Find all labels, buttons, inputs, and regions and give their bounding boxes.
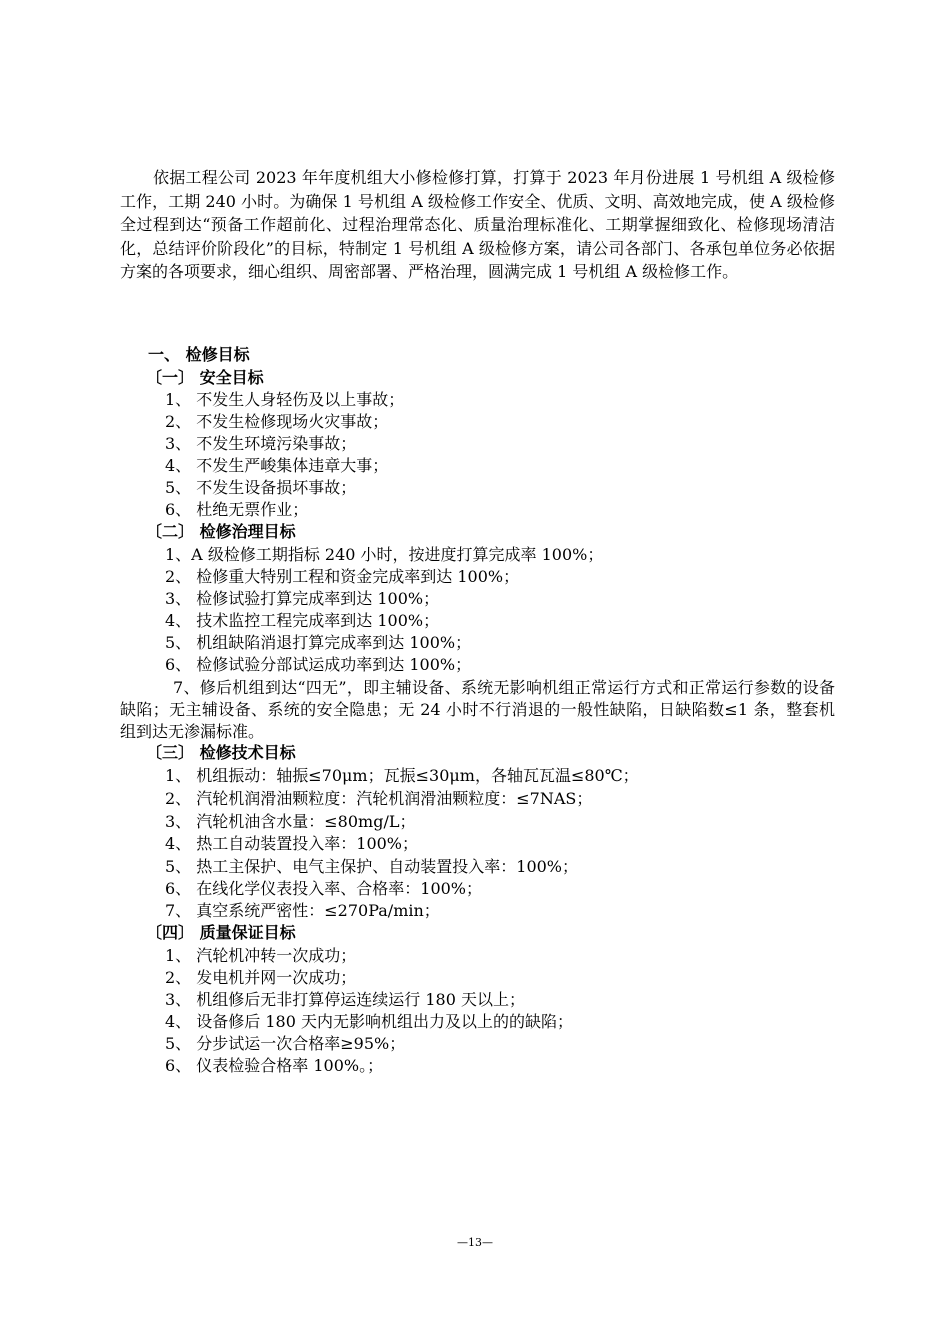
- list-item: 2、 不发生检修现场火灾事故；: [165, 412, 389, 431]
- list-item: 3、 机组修后无非打算停运连续运行 180 天以上；: [165, 990, 525, 1009]
- list-item: 5、 机组缺陷消退打算完成率到达 100%；: [165, 633, 472, 652]
- list-item: 4、 热工自动装置投入率：100%；: [165, 834, 419, 853]
- list-item: 3、 不发生环境污染事故；: [165, 434, 357, 453]
- list-item: 1、 汽轮机冲转一次成功；: [165, 946, 357, 965]
- list-item: 4、 不发生严峻集体违章大事；: [165, 456, 389, 475]
- list-item: 1、A 级检修工期指标 240 小时，按进度打算完成率 100%；: [165, 545, 604, 564]
- list-item: 2、 发电机并网一次成功；: [165, 968, 357, 987]
- subsection-heading-management: 〔二〕 检修治理目标: [146, 522, 296, 541]
- list-item: 5、 分步试运一次合格率≥95%；: [165, 1034, 406, 1053]
- intro-paragraph: 依据工程公司 2023 年年度机组大小修检修打算，打算于 2023 年月份进展 1 号机组 A 级检修工作，工期 240 小时。为确保 1 号机组 A 级检修工作安全、优质、文明、高效地完成，使 A 级检修全过程到达“预备工作超前化、过程治理常态化、质量治理标准化、工期掌握细致化、检修现场清洁化，总结评价阶段化”的目标，特制定 1 号机组 A 级检修方案，请公司各部门、各承包单位务必依据方案的各项要求，细心组织、周密部署、严格治理，圆满完成 1 号机组 A 级检修工作。: [120, 168, 835, 282]
- list-item: 6、 杜绝无票作业；: [165, 500, 309, 519]
- page-number: —13—: [457, 1236, 493, 1249]
- section-heading-targets: 一、 检修目标: [148, 345, 250, 364]
- list-item: 6、 在线化学仪表投入率、合格率：100%；: [165, 879, 483, 898]
- list-item: 7、 真空系统严密性：≤270Pa/min；: [165, 901, 440, 920]
- management-item-7-paragraph: 7、修后机组到达“四无”，即主辅设备、系统无影响机组正常运行方式和正常运行参数的设备缺陷；无主辅设备、系统的安全隐患；无 24 小时不行消退的一般性缺陷，日缺陷数≤1 条，整套机组到达无渗漏标准。: [120, 678, 835, 741]
- list-item: 3、 汽轮机油含水量：≤80mg/L；: [165, 812, 416, 831]
- list-item: 4、 技术监控工程完成率到达 100%；: [165, 611, 440, 630]
- list-item: 1、 机组振动：轴振≤70μm；瓦振≤30μm，各轴瓦瓦温≤80℃；: [165, 766, 639, 785]
- list-item: 5、 热工主保护、电气主保护、自动装置投入率：100%；: [165, 857, 579, 876]
- list-item: 6、 仪表检验合格率 100%。；: [165, 1056, 384, 1075]
- list-item: 2、 检修重大特别工程和资金完成率到达 100%；: [165, 567, 520, 586]
- list-item: 1、 不发生人身轻伤及以上事故；: [165, 390, 405, 409]
- subsection-heading-quality: 〔四〕 质量保证目标: [146, 923, 296, 942]
- list-item: 5、 不发生设备损坏事故；: [165, 478, 357, 497]
- list-item: 4、 设备修后 180 天内无影响机组出力及以上的的缺陷；: [165, 1012, 573, 1031]
- subsection-heading-safety: 〔一〕 安全目标: [146, 368, 264, 387]
- list-item: 3、 检修试验打算完成率到达 100%；: [165, 589, 440, 608]
- list-item: 6、 检修试验分部试运成功率到达 100%；: [165, 655, 472, 674]
- list-item: 2、 汽轮机润滑油颗粒度：汽轮机润滑油颗粒度：≤7NAS；: [165, 789, 593, 808]
- subsection-heading-technical: 〔三〕 检修技术目标: [146, 743, 296, 762]
